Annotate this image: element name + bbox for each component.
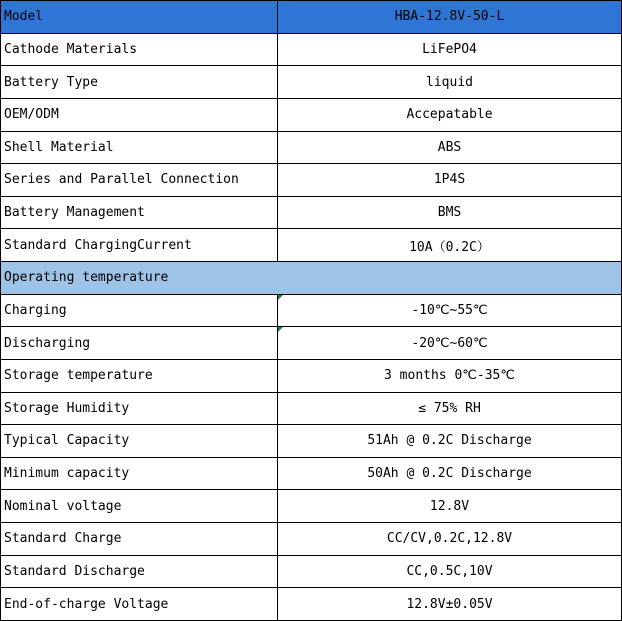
spec-value: 50Ah @ 0.2C Discharge <box>278 457 622 490</box>
spec-label: Series and Parallel Connection <box>1 164 278 197</box>
spec-value-cell <box>278 294 622 327</box>
spec-label: Battery Management <box>1 196 278 229</box>
spec-value: BMS <box>278 196 622 229</box>
section-label: Operating temperature <box>1 262 622 295</box>
spec-row-charging <box>1 294 622 327</box>
spec-label: Standard Discharge <box>1 555 278 588</box>
spec-value: ≤ 75% RH <box>278 392 622 425</box>
header-label-cell: Model <box>1 1 278 34</box>
spec-value: 12.8V <box>278 490 622 523</box>
spec-label: Storage Humidity <box>1 392 278 425</box>
spec-label: Nominal voltage <box>1 490 278 523</box>
spec-value: ABS <box>278 131 622 164</box>
spec-value: 51Ah @ 0.2C Discharge <box>278 425 622 458</box>
spec-row-end-of-charge-voltage <box>1 588 622 621</box>
spec-row-battery-type <box>1 66 622 99</box>
spec-label: Battery Type <box>1 66 278 99</box>
spec-row-nominal-voltage <box>1 490 622 523</box>
spec-label: Cathode Materials <box>1 33 278 66</box>
spec-value: -20℃~60℃ <box>411 335 488 351</box>
spec-value: 3 months 0℃-35℃ <box>278 359 622 392</box>
header-row <box>1 1 622 34</box>
spec-row-storage-temperature <box>1 359 622 392</box>
spec-label: Standard Charge <box>1 523 278 556</box>
spec-row-oem-odm <box>1 98 622 131</box>
spec-value: 1P4S <box>278 164 622 197</box>
spec-row-discharging <box>1 327 622 360</box>
spec-value: LiFePO4 <box>278 33 622 66</box>
spec-label: Discharging <box>1 327 278 360</box>
spec-value: Accepatable <box>278 98 622 131</box>
spec-label: Typical Capacity <box>1 425 278 458</box>
section-row-operating-temperature <box>1 262 622 295</box>
spec-row-standard-charge <box>1 523 622 556</box>
spec-label: Shell Material <box>1 131 278 164</box>
spec-label: End-of-charge Voltage <box>1 588 278 621</box>
spec-value-cell <box>278 327 622 360</box>
spec-label: Charging <box>1 294 278 327</box>
spec-row-connection <box>1 164 622 197</box>
spec-value: CC,0.5C,10V <box>278 555 622 588</box>
spec-label: OEM/ODM <box>1 98 278 131</box>
comment-marker-icon <box>278 327 283 332</box>
spec-row-storage-humidity <box>1 392 622 425</box>
spec-label: Minimum capacity <box>1 457 278 490</box>
spec-value: 10A（0.2C） <box>278 229 622 262</box>
spec-row-cathode <box>1 33 622 66</box>
spec-label: Standard ChargingCurrent <box>1 229 278 262</box>
comment-marker-icon <box>278 295 283 300</box>
spec-value: -10℃~55℃ <box>411 302 488 318</box>
spec-row-minimum-capacity <box>1 457 622 490</box>
spec-value: liquid <box>278 66 622 99</box>
spec-value: CC/CV,0.2C,12.8V <box>278 523 622 556</box>
spec-label: Storage temperature <box>1 359 278 392</box>
spec-row-standard-discharge <box>1 555 622 588</box>
header-value-cell: HBA-12.8V-50-L <box>278 1 622 34</box>
spec-row-shell-material <box>1 131 622 164</box>
spec-row-charging-current <box>1 229 622 262</box>
spec-value: 12.8V±0.05V <box>278 588 622 621</box>
spec-row-typical-capacity <box>1 425 622 458</box>
spec-row-battery-management <box>1 196 622 229</box>
